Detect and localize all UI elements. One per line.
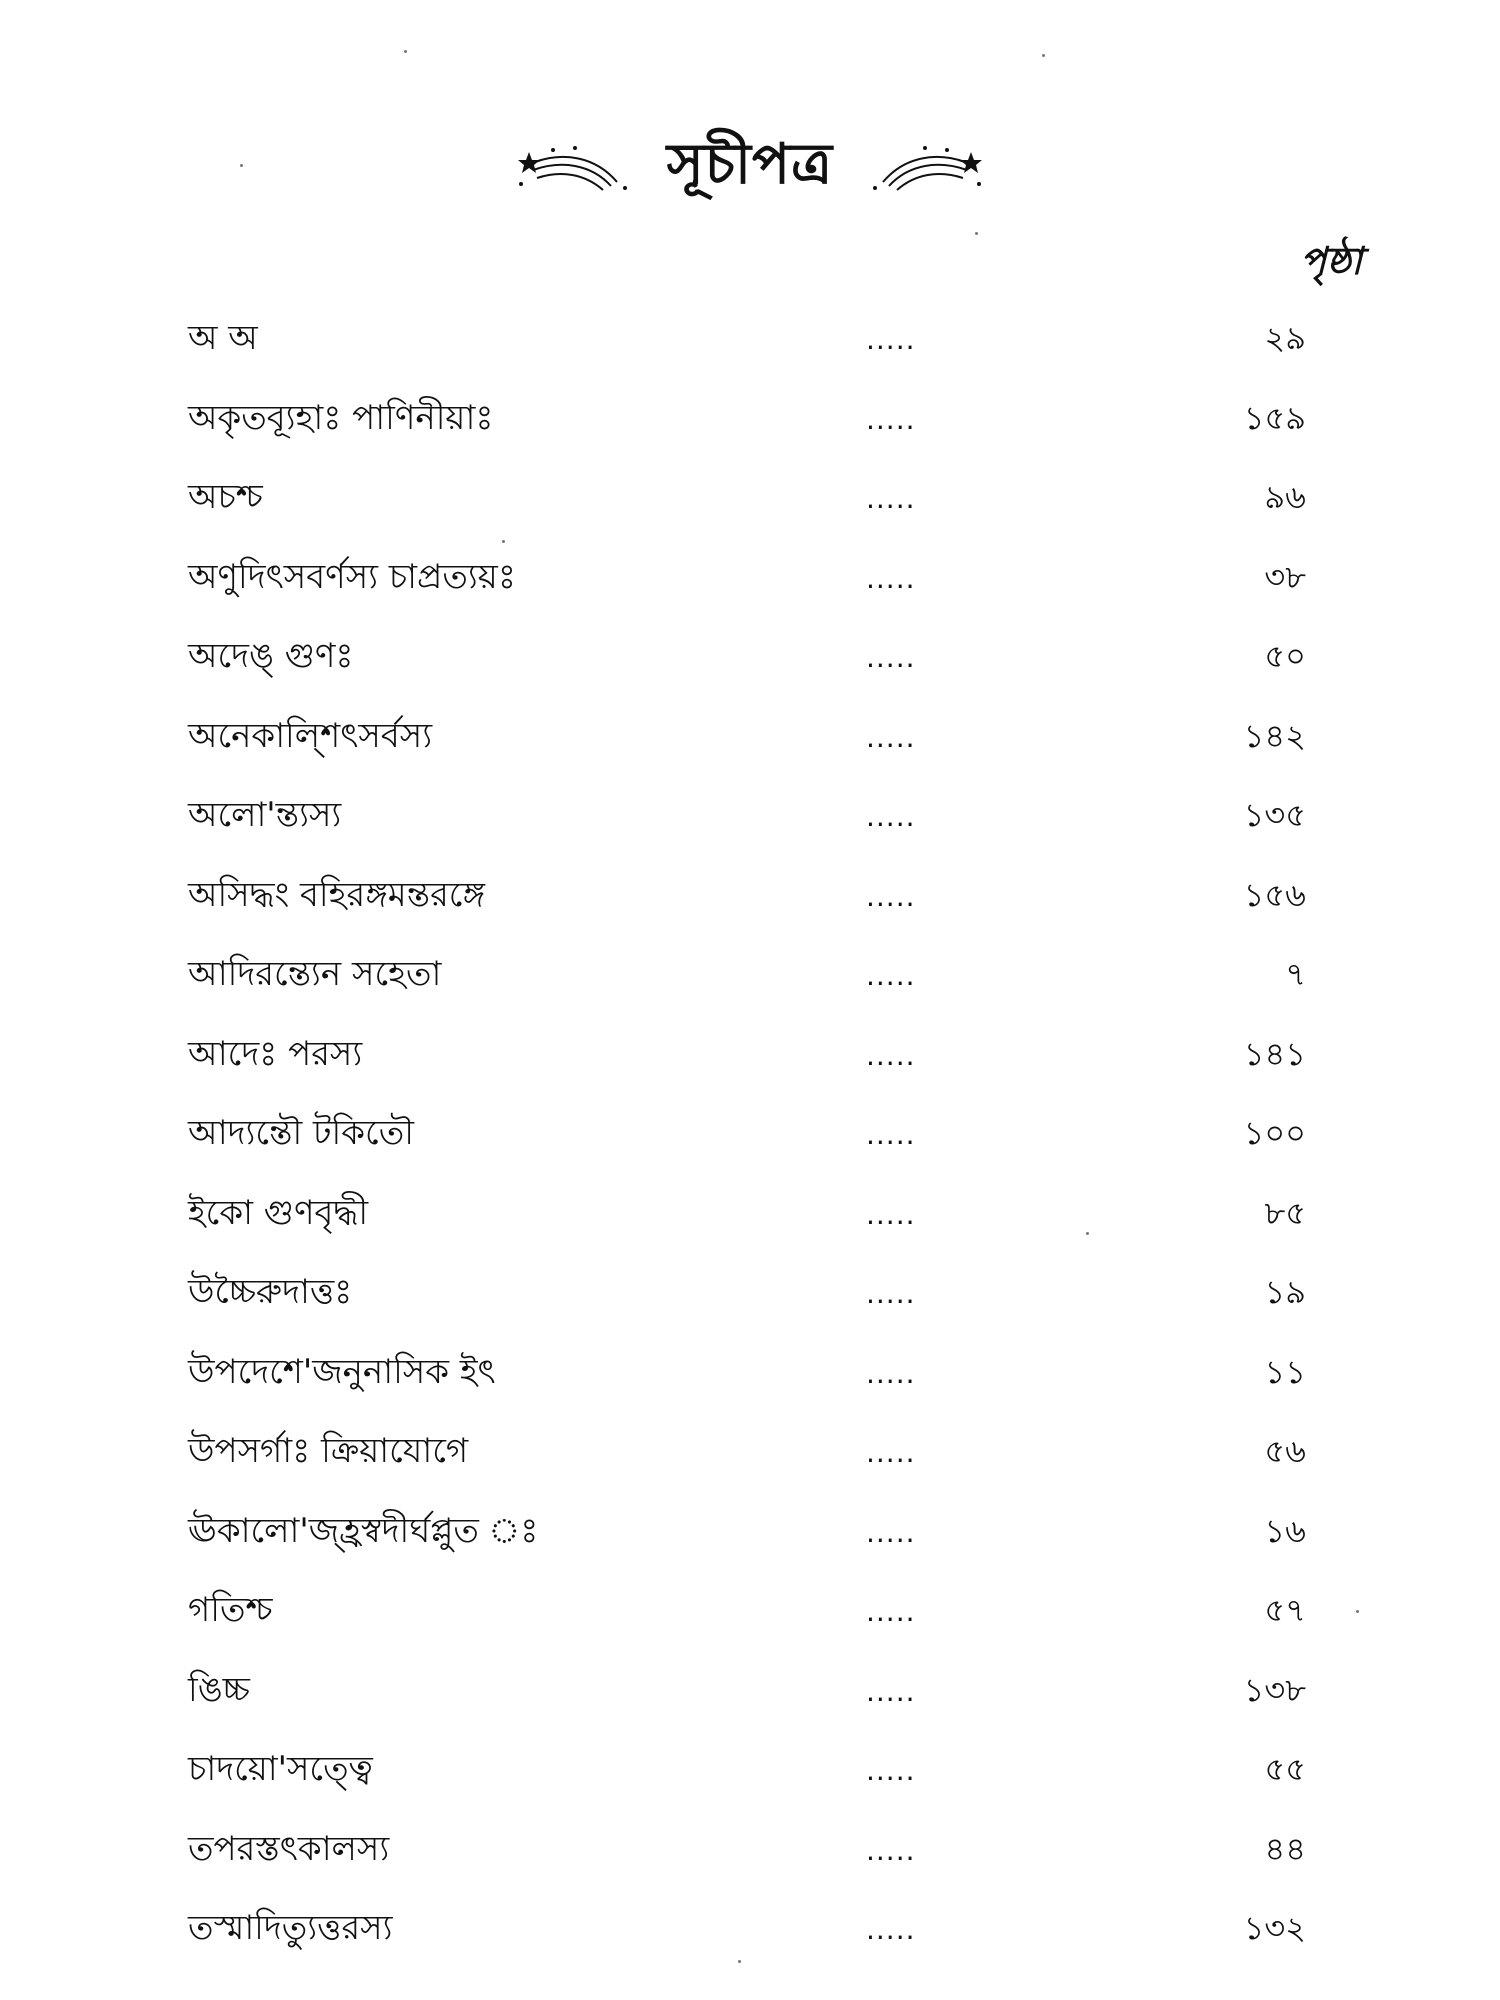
toc-entry <box>0 1342 1500 1402</box>
toc-entry-page-number: ৪৪ <box>1264 1829 1306 1868</box>
toc-entry-page-number: ৫৭ <box>1264 1591 1306 1629</box>
toc-entry <box>0 1580 1500 1640</box>
toc-entry-page-number: ৭ <box>1285 955 1306 993</box>
scan-speck <box>1042 54 1045 57</box>
toc-entry-page-number: ৫৫ <box>1264 1750 1306 1788</box>
toc-entry <box>0 1183 1500 1243</box>
toc-entry-label: অ অ <box>188 318 258 358</box>
toc-leader-dots: ..... <box>866 561 916 595</box>
toc-entry <box>0 1501 1500 1561</box>
toc-leader-dots: ..... <box>866 1118 916 1151</box>
toc-entry <box>0 467 1500 527</box>
toc-leader-dots: ..... <box>866 1754 916 1787</box>
toc-entry <box>0 944 1500 1004</box>
toc-leader-dots: ..... <box>866 1197 916 1231</box>
scan-speck <box>738 1960 741 1963</box>
toc-entry-label: আদিরন্ত্যেন সহেতা <box>188 954 442 994</box>
toc-entry-label: ইকো গুণবৃদ্ধী <box>188 1192 369 1233</box>
toc-entry-page-number: ১০০ <box>1243 1114 1306 1152</box>
toc-entry-label: অকৃতব্যূহাঃ পাণিনীয়াঃ <box>188 397 494 438</box>
toc-entry-label: অসিদ্ধং বহিরঙ্গমন্তরঙ্গে <box>188 874 486 915</box>
toc-entry <box>0 308 1500 368</box>
toc-leader-dots: ..... <box>866 959 916 992</box>
toc-leader-dots: ..... <box>866 1595 916 1628</box>
toc-entry-page-number: ৯৬ <box>1264 478 1306 516</box>
toc-entry-page-number: ১৪২ <box>1243 716 1306 755</box>
toc-leader-dots: ..... <box>866 402 916 436</box>
toc-leader-dots: ..... <box>866 1038 916 1072</box>
page-number-column-heading: পৃষ্ঠা <box>1300 239 1362 283</box>
toc-entry <box>0 1421 1500 1481</box>
page-title: সূচীপত্র <box>666 132 834 197</box>
toc-leader-dots: ..... <box>866 800 916 833</box>
toc-entry-label: তপরস্তৎকালস্য <box>188 1828 390 1869</box>
toc-entry <box>0 1024 1500 1084</box>
right-star-ornament-icon <box>867 142 987 194</box>
toc-entry-page-number: ৩৮ <box>1264 557 1306 596</box>
toc-leader-dots: ..... <box>866 1436 916 1469</box>
toc-entry-label: গতিশ্চ <box>188 1590 273 1630</box>
toc-leader-dots: ..... <box>866 1277 916 1310</box>
left-star-ornament-icon <box>513 142 633 194</box>
toc-entry-label: অণুদিৎসবর্ণস্য চাপ্রত্যয়ঃ <box>188 556 516 597</box>
toc-entry <box>0 388 1500 448</box>
toc-entry-page-number: ১৩৫ <box>1243 796 1306 834</box>
toc-leader-dots: ..... <box>866 1913 916 1946</box>
toc-entry <box>0 626 1500 686</box>
toc-entry <box>0 865 1500 925</box>
toc-entry-label: উপসর্গাঃ ক্রিয়াযোগে <box>188 1431 469 1471</box>
toc-entry <box>0 706 1500 766</box>
toc-entry-page-number: ১৫৯ <box>1243 398 1306 437</box>
scan-speck <box>502 540 505 543</box>
toc-entry-label: আদেঃ পরস্য <box>188 1033 363 1074</box>
toc-leader-dots: ..... <box>866 1833 916 1867</box>
toc-entry-page-number: ১৩৮ <box>1243 1670 1306 1709</box>
toc-entry-label: চাদয়ো'সত্ত্বে <box>188 1749 373 1789</box>
toc-entry-label: উপদেশে'জনুনাসিক ইৎ <box>188 1351 496 1392</box>
toc-leader-dots: ..... <box>866 482 916 515</box>
toc-entry-label: অচশ্চ <box>188 477 263 517</box>
toc-entry-page-number: ১৬ <box>1264 1511 1306 1550</box>
toc-entry <box>0 1660 1500 1720</box>
toc-leader-dots: ..... <box>866 1356 916 1390</box>
toc-entry <box>0 1103 1500 1163</box>
toc-entry-page-number: ১৩২ <box>1243 1909 1306 1947</box>
toc-entry <box>0 1739 1500 1799</box>
toc-entry-page-number: ৫৬ <box>1264 1432 1306 1470</box>
toc-entry-label: অদেঙ্ গুণঃ <box>188 636 354 676</box>
toc-entry <box>0 1819 1500 1879</box>
toc-leader-dots: ..... <box>866 323 916 356</box>
toc-leader-dots: ..... <box>866 1674 916 1708</box>
toc-entry-page-number: ১৯ <box>1264 1273 1306 1311</box>
toc-entry-page-number: ৫০ <box>1264 637 1306 675</box>
toc-entry <box>0 1262 1500 1322</box>
toc-leader-dots: ..... <box>866 641 916 674</box>
toc-entry-page-number: ১৪১ <box>1243 1034 1306 1073</box>
toc-leader-dots: ..... <box>866 720 916 754</box>
toc-entry-page-number: ২৯ <box>1264 319 1306 357</box>
scan-speck <box>404 50 407 53</box>
toc-entry-label: ঙিচ্চ <box>188 1669 250 1710</box>
toc-entry <box>0 785 1500 845</box>
toc-entry <box>0 1898 1500 1958</box>
toc-entry-label: ঊকালো'জ্হ্রস্বদীর্ঘপ্লুত ঃ <box>188 1510 539 1551</box>
toc-leader-dots: ..... <box>866 879 916 913</box>
toc-entry-page-number: ৮৫ <box>1264 1193 1306 1232</box>
scan-speck <box>975 232 978 235</box>
toc-entry-label: তস্মাদিত্যুত্তরস্য <box>188 1908 393 1948</box>
toc-entry-page-number: ১১ <box>1264 1352 1306 1391</box>
toc-entry-page-number: ১৫৬ <box>1243 875 1306 914</box>
index-header <box>0 128 1500 208</box>
toc-leader-dots: ..... <box>866 1515 916 1549</box>
toc-entry <box>0 547 1500 607</box>
toc-entry-label: অলো'ন্ত্যস্য <box>188 795 342 835</box>
toc-entry-label: অনেকাল্শিৎসর্বস্য <box>188 715 433 756</box>
toc-entry-label: উচ্চৈরুদাত্তঃ <box>188 1272 353 1312</box>
toc-entry-label: আদ্যন্তৌ টকিতৌ <box>188 1113 414 1153</box>
